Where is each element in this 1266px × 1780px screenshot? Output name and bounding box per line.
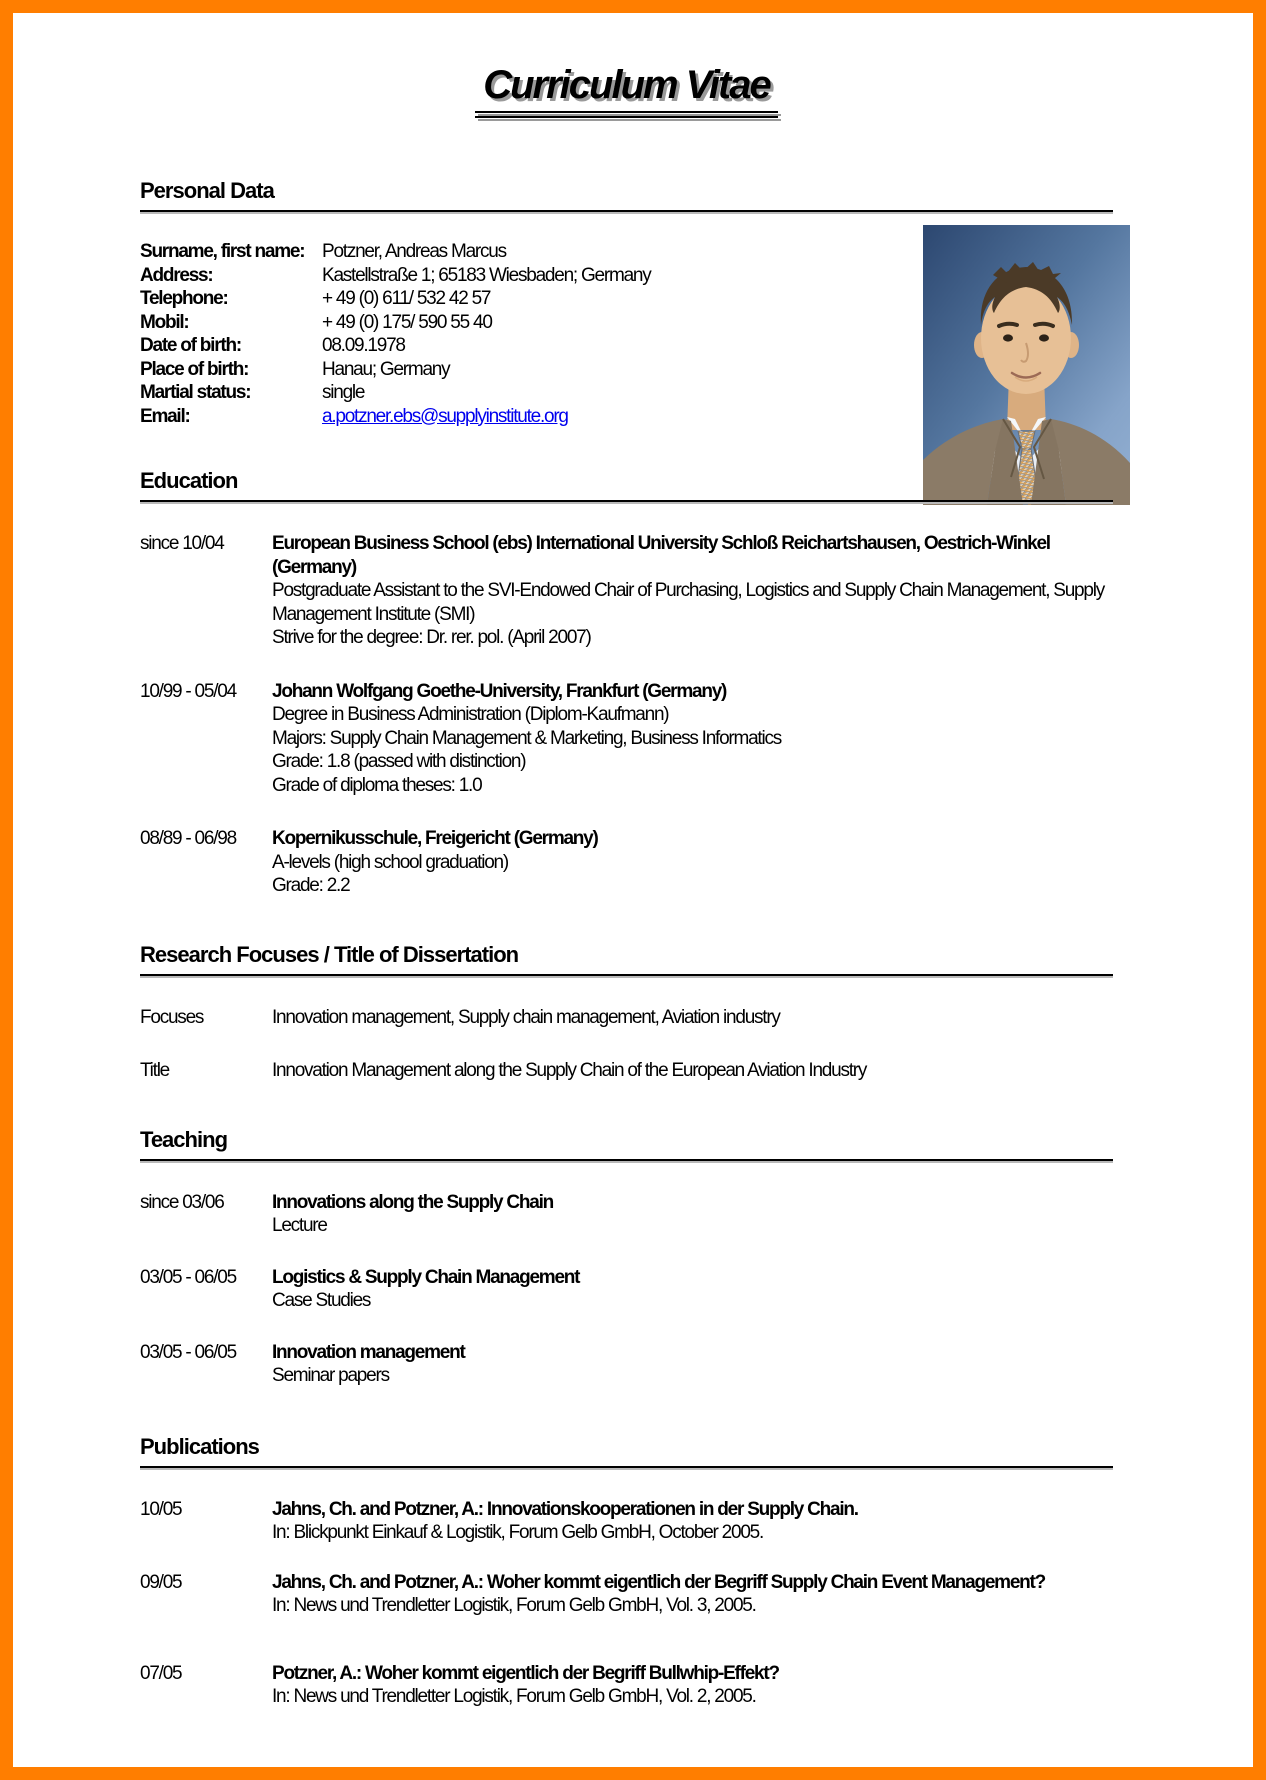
- research-row-title: [140, 1059, 1113, 1083]
- section-heading-personal-data: Personal Data: [140, 178, 1113, 212]
- title-wrap: [140, 13, 1113, 118]
- entry-body: [272, 1498, 1113, 1545]
- entry-line: In: News und Trendletter Logistik, Forum Gelb GmbH, Vol. 3, 2005.: [272, 1595, 756, 1616]
- entry-line: Grade of diploma theses: 1.0: [272, 774, 482, 796]
- entry-title: Johann Wolfgang Goethe-University, Frankfurt (Germany): [272, 680, 727, 702]
- personal-value: single: [322, 382, 365, 403]
- personal-row-date-of-birth: [140, 334, 1113, 358]
- entry-line: Majors: Supply Chain Management & Marketing, Business Informatics: [272, 727, 781, 749]
- personal-value: Hanau; Germany: [322, 358, 450, 380]
- section-heading-education: Education: [140, 468, 1113, 502]
- personal-value: + 49 (0) 175/ 590 55 40: [322, 311, 492, 333]
- entry-title: Jahns, Ch. and Potzner, A.: Innovationskooperationen in der Supply Chain.: [272, 1498, 858, 1520]
- entry-line: Postgraduate Assistant to the SVI-Endowed Chair of Purchasing, Logistics and Supply Chain Management, Supply Management Institute (SMI): [272, 580, 1104, 625]
- personal-row-surname: [140, 240, 1113, 264]
- entry-date: 10/05: [140, 1498, 182, 1520]
- email-link[interactable]: a.potzner.ebs@supplyinstitute.org: [322, 405, 568, 427]
- research-label: Focuses: [140, 1006, 204, 1028]
- personal-label: Mobil:: [140, 311, 189, 333]
- research-value: Innovation Management along the Supply Chain of the European Aviation Industry: [272, 1060, 867, 1081]
- personal-label: Martial status:: [140, 382, 251, 403]
- research-row-focuses: [140, 1006, 1113, 1030]
- entry-body: [272, 1571, 1113, 1618]
- personal-value: Potzner, Andreas Marcus: [322, 241, 506, 262]
- entry-line: Lecture: [272, 1215, 327, 1236]
- section-heading-publications: Publications: [140, 1434, 1113, 1468]
- entry-line: In: Blickpunkt Einkauf & Logistik, Forum Gelb GmbH, October 2005.: [272, 1522, 764, 1543]
- personal-label: Email:: [140, 405, 190, 427]
- entry-date: 10/99 - 05/04: [140, 680, 236, 702]
- page-title: Curriculum Vitae: [475, 63, 778, 118]
- personal-label: Surname, first name:: [140, 241, 305, 262]
- teaching-entry: [140, 1191, 1113, 1238]
- section-heading-teaching: Teaching: [140, 1127, 1113, 1161]
- entry-date: 03/05 - 06/05: [140, 1341, 236, 1363]
- education-entry: [140, 827, 1113, 898]
- entry-title: European Business School (ebs) International University Schloß Reichartshausen, Oestrich-Winkel (Germany): [272, 533, 1050, 578]
- entry-date: since 10/04: [140, 533, 224, 554]
- personal-row-martial-status: [140, 381, 1113, 405]
- entry-body: [272, 1662, 1113, 1709]
- personal-row-mobil: [140, 311, 1113, 335]
- cv-content: [140, 13, 1113, 1709]
- entry-line: Strive for the degree: Dr. rer. pol. (April 2007): [272, 627, 591, 648]
- entry-body: [272, 1341, 1113, 1388]
- teaching-entry: [140, 1341, 1113, 1388]
- entry-date: 09/05: [140, 1571, 182, 1593]
- entry-date: 03/05 - 06/05: [140, 1266, 236, 1288]
- entry-title: Kopernikusschule, Freigericht (Germany): [272, 828, 598, 849]
- entry-line: Degree in Business Administration (Diplom-Kaufmann): [272, 704, 669, 725]
- cv-page: [13, 13, 1253, 1767]
- personal-label: Date of birth:: [140, 335, 241, 356]
- personal-label: Address:: [140, 264, 213, 286]
- entry-title: Logistics & Supply Chain Management: [272, 1266, 580, 1288]
- section-heading-research: Research Focuses / Title of Dissertation: [140, 942, 1113, 976]
- teaching-entry: [140, 1266, 1113, 1313]
- entry-date: 08/89 - 06/98: [140, 828, 236, 849]
- entry-title: Potzner, A.: Woher kommt eigentlich der Begriff Bullwhip-Effekt?: [272, 1662, 779, 1684]
- entry-line: Seminar papers: [272, 1365, 389, 1386]
- research-label: Title: [140, 1060, 170, 1081]
- publication-entry: [140, 1662, 1113, 1709]
- entry-body: [272, 1191, 1113, 1238]
- personal-row-telephone: [140, 287, 1113, 311]
- personal-label: Telephone:: [140, 288, 228, 309]
- entry-line: Case Studies: [272, 1290, 371, 1311]
- entry-body: [272, 680, 1113, 798]
- personal-row-email: [140, 405, 1113, 429]
- entry-body: [272, 1266, 1113, 1313]
- personal-value: [322, 405, 1113, 429]
- entry-title: Innovations along the Supply Chain: [272, 1191, 554, 1213]
- entry-title: Jahns, Ch. and Potzner, A.: Woher kommt eigentlich der Begriff Supply Chain Event Management?: [272, 1571, 1045, 1593]
- entry-date: 07/05: [140, 1662, 182, 1684]
- education-entry: [140, 680, 1113, 798]
- publication-entry: [140, 1498, 1113, 1545]
- personal-data-table: [140, 240, 1113, 428]
- personal-row-place-of-birth: [140, 358, 1113, 382]
- personal-value: 08.09.1978: [322, 335, 405, 356]
- education-entry: [140, 532, 1113, 650]
- publication-entry: [140, 1571, 1113, 1618]
- personal-value: + 49 (0) 611/ 532 42 57: [322, 288, 491, 309]
- entry-date: since 03/06: [140, 1191, 224, 1213]
- personal-label: Place of birth:: [140, 358, 249, 380]
- entry-title: Innovation management: [272, 1341, 465, 1363]
- entry-body: [272, 827, 1113, 898]
- research-value: Innovation management, Supply chain management, Aviation industry: [272, 1006, 780, 1028]
- entry-line: Grade: 1.8 (passed with distinction): [272, 751, 526, 772]
- entry-line: Grade: 2.2: [272, 875, 350, 896]
- personal-row-address: [140, 264, 1113, 288]
- personal-value: Kastellstraße 1; 65183 Wiesbaden; Germany: [322, 264, 651, 286]
- entry-line: In: News und Trendletter Logistik, Forum Gelb GmbH, Vol. 2, 2005.: [272, 1686, 756, 1707]
- entry-line: A-levels (high school graduation): [272, 851, 508, 873]
- entry-body: [272, 532, 1113, 650]
